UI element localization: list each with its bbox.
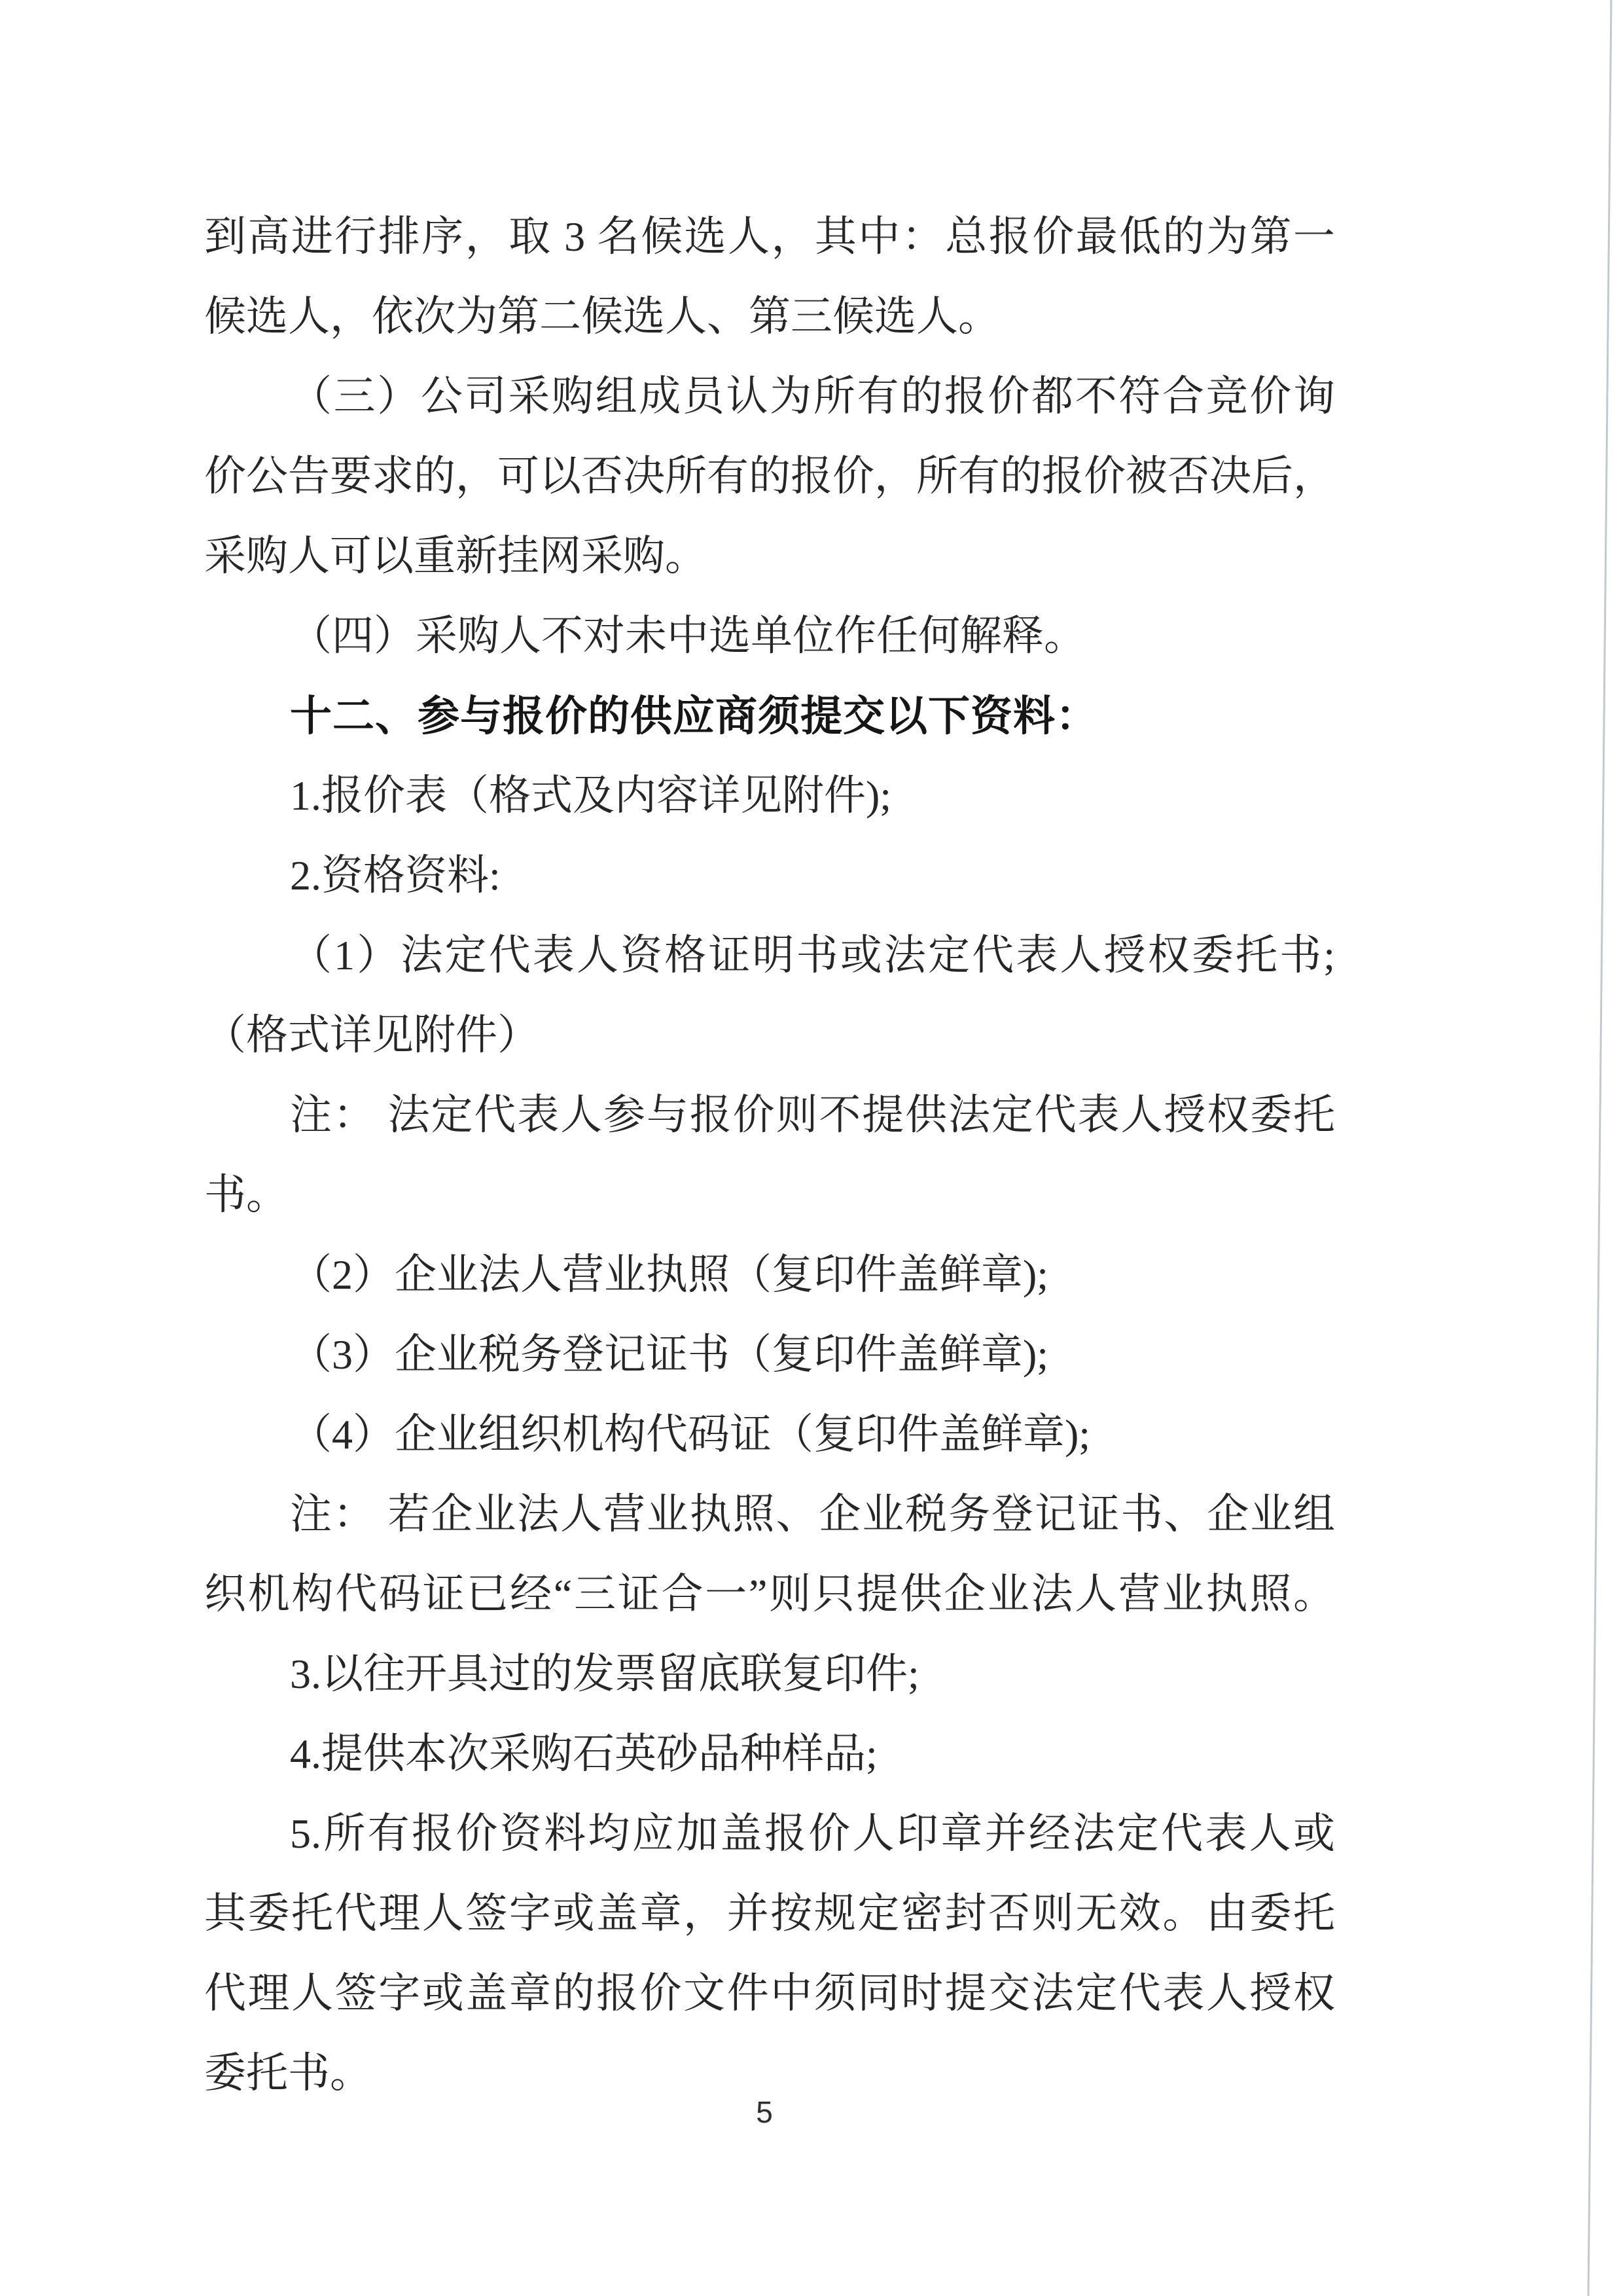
text-line: 采购人可以重新挂网采购。 xyxy=(204,533,707,579)
page-number: 5 xyxy=(756,2095,773,2129)
text-line: 3.以往开具过的发票留底联复印件; xyxy=(290,1651,919,1697)
text-line: （2）企业法人营业执照（复印件盖鲜章); xyxy=(290,1251,1049,1298)
text-line: 注： 法定代表人参与报价则不提供法定代表人授权委托 xyxy=(290,1092,1335,1138)
text-line: 2.资格资料: xyxy=(290,852,501,899)
text-line: 4.提供本次采购石英砂品种样品; xyxy=(290,1731,878,1777)
text-line: （4）企业组织机构代码证（复印件盖鲜章); xyxy=(290,1411,1091,1458)
text-line: 织机构代码证已经“三证合一”则只提供企业法人营业执照。 xyxy=(204,1571,1335,1617)
text-line: 候选人，依次为第二候选人、第三候选人。 xyxy=(204,293,1000,340)
text-line: 注： 若企业法人营业执照、企业税务登记证书、企业组 xyxy=(290,1491,1335,1537)
section-heading: 十二、参与报价的供应商须提交以下资料： xyxy=(290,692,1098,740)
text-line: （三）公司采购组成员认为所有的报价都不符合竞价询 xyxy=(290,373,1335,420)
text-line: 价公告要求的，可以否决所有的报价，所有的报价被否决后， xyxy=(204,453,1335,499)
text-line: 书。 xyxy=(204,1172,288,1218)
text-line: 5.所有报价资料均应加盖报价人印章并经法定代表人或 xyxy=(290,1810,1335,1857)
text-line: 到高进行排序，取 3 名候选人，其中：总报价最低的为第一 xyxy=(204,213,1335,260)
text-line: （四）采购人不对未中选单位作任何解释。 xyxy=(290,613,1086,659)
text-line: （1）法定代表人资格证明书或法定代表人授权委托书; xyxy=(290,932,1335,978)
text-line: 委托书。 xyxy=(204,2050,372,2096)
text-line: 1.报价表（格式及内容详见附件); xyxy=(290,772,892,819)
page-edge-scanline xyxy=(1588,0,1611,2296)
text-line: 其委托代理人签字或盖章，并按规定密封否则无效。由委托 xyxy=(204,1890,1335,1937)
text-line: （格式详见附件） xyxy=(204,1012,539,1058)
text-line: 代理人签字或盖章的报价文件中须同时提交法定代表人授权 xyxy=(204,1970,1335,2017)
text-line: （3）企业税务登记证书（复印件盖鲜章); xyxy=(290,1331,1049,1378)
